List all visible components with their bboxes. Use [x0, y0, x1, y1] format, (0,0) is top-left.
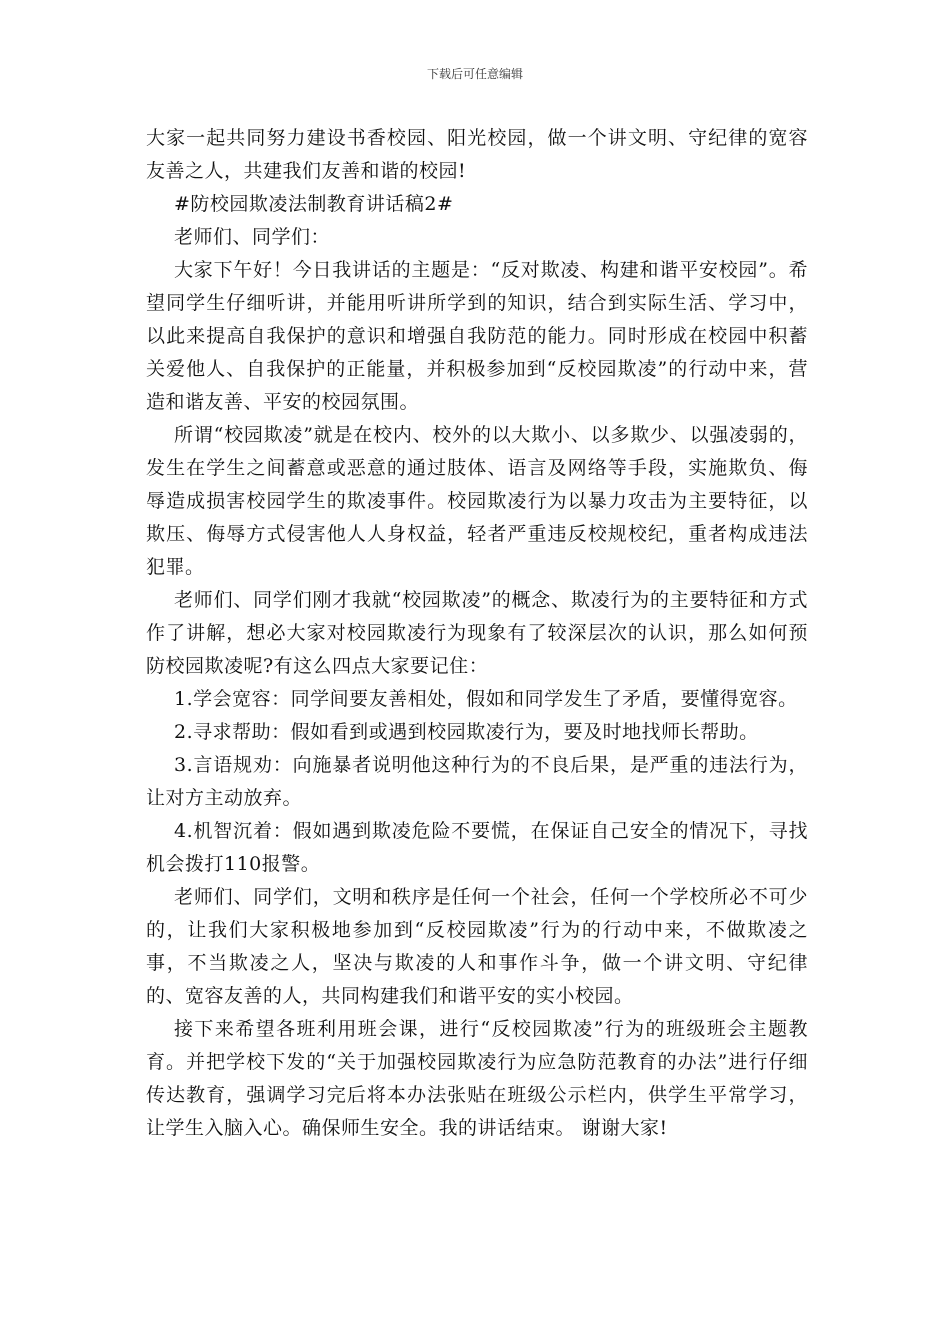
paragraph-prevention-intro: 老师们、同学们刚才我就“校园欺凌”的概念、欺凌行为的主要特征和方式作了讲解，想必大家对校园欺凌行为现象有了较深层次的认识，那么如何预防校园欺凌呢?有这么四点大家要记住： [146, 589, 808, 677]
paragraph-call-to-action: 老师们、同学们，文明和秩序是任何一个社会，任何一个学校所必不可少的，让我们大家积极地参加到“反校园欺凌”行为的行动中来，不做欺凌之事，不当欺凌之人，坚决与欺凌的人和事作斗争，做一个讲文明、守纪律的、宽容友善的人，共同构建我们和谐平安的实小校园。 [146, 886, 808, 1007]
paragraph-greeting: 大家下午好！今日我讲话的主题是：“反对欺凌、构建和谐平安校园”。希望同学生仔细听讲，并能用听讲所学到的知识，结合到实际生活、学习中，以此来提高自我保护的意识和增强自我防范的能力。同时形成在校园中积蓄关爱他人、自我保护的正能量，并积极参加到“反校园欺凌”的行动中来，营造和谐友善、平安的校园氛围。 [146, 259, 808, 413]
page-header: 下载后可任意编辑 [426, 67, 523, 81]
list-item-2: 2.寻求帮助：假如看到或遇到校园欺凌行为，要及时地找师长帮助。 [174, 721, 759, 743]
salutation: 老师们、同学们： [174, 226, 331, 248]
paragraph-definition: 所谓“校园欺凌”就是在校内、校外的以大欺小、以多欺少、以强凌弱的，发生在学生之间蓄意或恶意的通过肢体、语言及网络等手段，实施欺负、侮辱造成损害校园学生的欺凌事件。校园欺凌行为以暴力攻击为主要特征，以欺压、侮辱方式侵害他人人身权益，轻者严重违反校规校纪，重者构成违法犯罪。 [146, 424, 808, 578]
list-item-3: 3.言语规劝：向施暴者说明他这种行为的不良后果，是严重的违法行为，让对方主动放弃。 [146, 754, 808, 809]
document-body [146, 122, 808, 1145]
paragraph-continuation: 大家一起共同努力建设书香校园、阳光校园，做一个讲文明、守纪律的宽容友善之人，共建我们友善和谐的校园! [146, 127, 808, 182]
paragraph-closing: 接下来希望各班利用班会课，进行“反校园欺凌”行为的班级班会主题教育。并把学校下发的“关于加强校园欺凌行为应急防范教育的办法”进行仔细传达教育，强调学习完后将本办法张贴在班级公示栏内，供学生平常学习，让学生入脑入心。确保师生安全。我的讲话结束。 谢谢大家! [146, 1018, 808, 1139]
list-item-1: 1.学会宽容：同学间要友善相处，假如和同学发生了矛盾，要懂得宽容。 [174, 688, 798, 710]
section-heading: #防校园欺凌法制教育讲话稿2# [174, 193, 454, 215]
list-item-4: 4.机智沉着：假如遇到欺凌危险不要慌，在保证自己安全的情况下，寻找机会拨打110报警。 [146, 820, 808, 875]
